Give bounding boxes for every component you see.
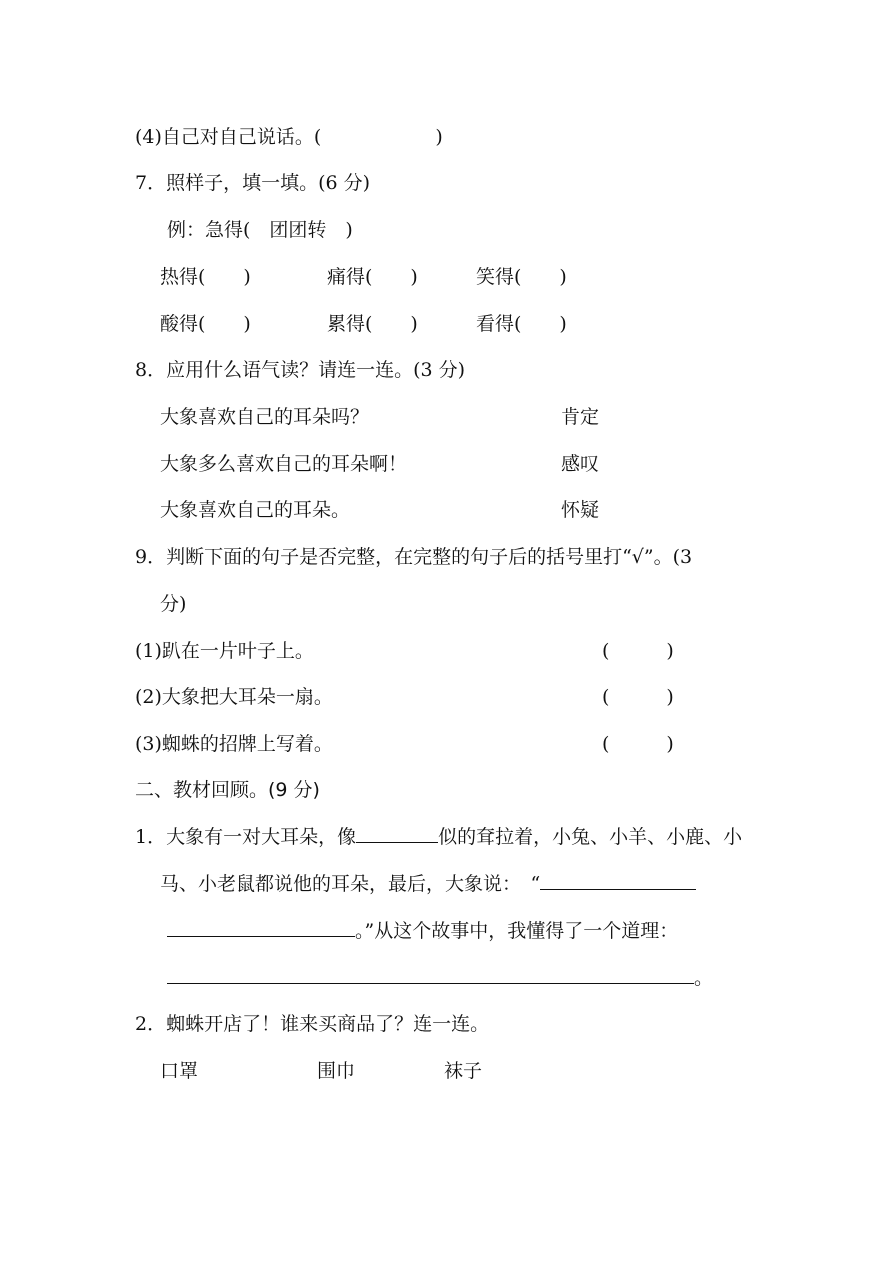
- q9-bracket-2: ( ): [602, 686, 674, 708]
- s2-q2-item-3: 袜子: [444, 1060, 483, 1082]
- q9-bracket-1: ( ): [602, 640, 674, 662]
- s2-q1-line4: [167, 965, 713, 991]
- s2-q1-line1: [135, 824, 742, 850]
- s2-q2-item-1: 口罩: [160, 1060, 199, 1082]
- q7-r1-c2: 痛得( ): [327, 266, 418, 288]
- fill-blank[interactable]: [167, 918, 355, 937]
- q9-bracket-3: ( ): [602, 733, 674, 755]
- q9-item-1: (1)趴在一片叶子上。: [135, 640, 314, 662]
- section-2-title: 二、教材回顾。(9 分): [135, 779, 320, 801]
- s2-q1-text-c: 马、小老鼠都说他的耳朵，最后，大象说： “: [160, 873, 541, 895]
- q7-r2-c1: 酸得( ): [160, 313, 251, 335]
- q7-r2-c2: 累得( ): [327, 313, 418, 335]
- q8-sentence-1: 大象喜欢自己的耳朵吗？: [160, 406, 370, 428]
- q9-item-3: (3)蜘蛛的招牌上写着。: [135, 733, 333, 755]
- q8-tone-1: 肯定: [561, 406, 600, 428]
- q9-title-line2: 分): [160, 593, 187, 615]
- q7-r1-c3: 笑得( ): [476, 266, 567, 288]
- q8-sentence-3: 大象喜欢自己的耳朵。: [160, 499, 351, 521]
- fill-blank[interactable]: [356, 824, 438, 843]
- s2-q1-text-b: 似的耷拉着，小兔、小羊、小鹿、小: [438, 826, 743, 848]
- s2-q1-text-e: 。: [694, 967, 714, 989]
- q9-title-line1: 9．判断下面的句子是否完整，在完整的句子后的括号里打“√”。(3: [135, 546, 693, 568]
- q7-title: 7．照样子，填一填。(6 分): [135, 172, 371, 194]
- q7-r2-c3: 看得( ): [476, 313, 567, 335]
- s2-q1-line2: [160, 871, 696, 897]
- q8-sentence-2: 大象多么喜欢自己的耳朵啊！: [160, 453, 408, 475]
- s2-q2-item-2: 围巾: [317, 1060, 356, 1082]
- q7-example: 例：急得( 团团转 ): [167, 219, 353, 241]
- s2-q1-text-a: 1．大象有一对大耳朵，像: [135, 826, 357, 848]
- s2-q1-line3: [167, 918, 678, 944]
- q8-tone-3: 怀疑: [561, 499, 600, 521]
- s2-q2-title: 2．蜘蛛开店了！谁来买商品了？连一连。: [135, 1013, 490, 1035]
- q7-r1-c1: 热得( ): [160, 266, 251, 288]
- q6-item-4: (4)自己对自己说话。( ): [135, 126, 443, 148]
- fill-blank[interactable]: [167, 965, 694, 984]
- fill-blank[interactable]: [540, 871, 696, 890]
- s2-q1-text-d: 。”从这个故事中，我懂得了一个道理：: [355, 920, 679, 942]
- q8-title: 8．应用什么语气读？请连一连。(3 分): [135, 359, 466, 381]
- q9-item-2: (2)大象把大耳朵一扇。: [135, 686, 333, 708]
- q8-tone-2: 感叹: [561, 453, 600, 475]
